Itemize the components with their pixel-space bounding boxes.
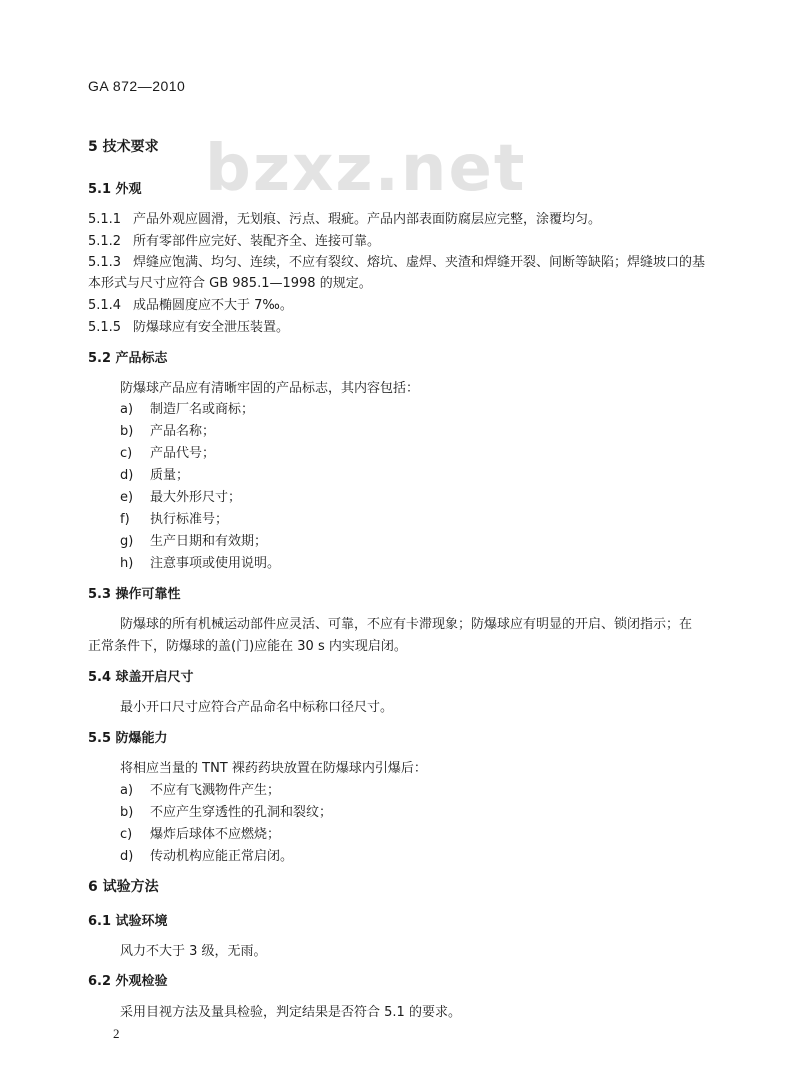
list-item — [120, 845, 293, 864]
clause-5-1-3 — [88, 251, 705, 270]
list-item — [120, 779, 280, 798]
clause-text: 防爆球应有安全泄压装置。 — [133, 320, 290, 335]
standard-code: GA 872—2010 — [88, 78, 186, 94]
clause-number: 5.1.3 — [88, 255, 122, 270]
list-item — [120, 442, 215, 461]
list-text: 不应产生穿透性的孔洞和裂纹； — [150, 805, 333, 820]
section-5-5-title: 5.5 防爆能力 — [88, 731, 168, 746]
section-5-3-text-line-2: 正常条件下，防爆球的盖(门)应能在 30 s 内实现启闭。 — [88, 639, 407, 654]
list-item — [120, 508, 228, 527]
section-5-3-title: 5.3 操作可靠性 — [88, 587, 181, 602]
clause-number: 5.1.5 — [88, 320, 122, 335]
clause-number: 5.1.1 — [88, 212, 122, 227]
clause-text: 产品外观应圆滑，无划痕、污点、瑕疵。产品内部表面防腐层应完整，涂覆均匀。 — [133, 212, 602, 227]
clause-5-1-5 — [88, 316, 289, 335]
page-number: 2 — [113, 1026, 120, 1041]
list-label: b) — [120, 805, 134, 820]
list-text: 爆炸后球体不应燃烧； — [150, 827, 281, 842]
list-item — [120, 464, 189, 483]
list-item — [120, 823, 280, 842]
clause-number: 5.1.4 — [88, 298, 122, 313]
list-label: g) — [120, 534, 134, 549]
list-item — [120, 398, 254, 417]
section-5-title: 5 技术要求 — [88, 139, 159, 155]
list-label: d) — [120, 468, 134, 483]
section-5-3-text-line-1: 防爆球的所有机械运动部件应灵活、可靠，不应有卡滞现象；防爆球应有明显的开启、锁闭指示；在 — [120, 617, 693, 632]
list-text: 质量； — [150, 468, 190, 483]
list-item — [120, 552, 280, 571]
list-text: 注意事项或使用说明。 — [150, 556, 281, 571]
section-5-2-intro: 防爆球产品应有清晰牢固的产品标志，其内容包括： — [120, 381, 420, 396]
section-5-4-title: 5.4 球盖开启尺寸 — [88, 670, 194, 685]
list-label: b) — [120, 424, 134, 439]
list-item — [120, 486, 241, 505]
list-label: a) — [120, 402, 134, 417]
list-label: f) — [120, 512, 130, 527]
clause-text: 成品椭圆度应不大于 7‰。 — [133, 298, 293, 313]
list-text: 制造厂名或商标； — [150, 402, 255, 417]
list-text: 不应有飞溅物件产生； — [150, 783, 281, 798]
list-label: e) — [120, 490, 134, 505]
section-6-1-text: 风力不大于 3 级，无雨。 — [120, 944, 267, 959]
list-text: 生产日期和有效期； — [150, 534, 268, 549]
section-6-title: 6 试验方法 — [88, 879, 159, 895]
list-text: 最大外形尺寸； — [150, 490, 242, 505]
list-label: d) — [120, 849, 134, 864]
clause-5-1-2 — [88, 230, 380, 249]
list-item — [120, 420, 215, 439]
list-text: 传动机构应能正常启闭。 — [150, 849, 294, 864]
section-5-5-intro: 将相应当量的 TNT 裸药药块放置在防爆球内引爆后： — [120, 761, 427, 776]
clause-text: 所有零部件应完好、装配齐全、连接可靠。 — [133, 234, 381, 249]
section-6-2-text: 采用目视方法及量具检验，判定结果是否符合 5.1 的要求。 — [120, 1005, 461, 1020]
clause-number: 5.1.2 — [88, 234, 122, 249]
clause-5-1-4 — [88, 294, 293, 313]
list-item — [120, 530, 267, 549]
list-item — [120, 801, 332, 820]
clause-5-1-3-continued: 本形式与尺寸应符合 GB 985.1—1998 的规定。 — [88, 276, 372, 291]
watermark: bzxz.net — [205, 132, 527, 206]
list-text: 产品名称； — [150, 424, 216, 439]
list-label: h) — [120, 556, 134, 571]
list-label: c) — [120, 827, 133, 842]
clause-5-1-1 — [88, 208, 601, 227]
list-label: c) — [120, 446, 133, 461]
section-5-1-title: 5.1 外观 — [88, 182, 142, 197]
list-text: 产品代号； — [150, 446, 216, 461]
section-6-1-title: 6.1 试验环境 — [88, 914, 168, 929]
clause-text: 焊缝应饱满、均匀、连续，不应有裂纹、熔坑、虚焊、夹渣和焊缝开裂、间断等缺陷；焊缝坡口的基 — [133, 255, 706, 270]
section-6-2-title: 6.2 外观检验 — [88, 974, 168, 989]
list-label: a) — [120, 783, 134, 798]
section-5-4-text: 最小开口尺寸应符合产品命名中标称口径尺寸。 — [120, 700, 394, 715]
list-text: 执行标准号； — [150, 512, 229, 527]
section-5-2-title: 5.2 产品标志 — [88, 351, 168, 366]
